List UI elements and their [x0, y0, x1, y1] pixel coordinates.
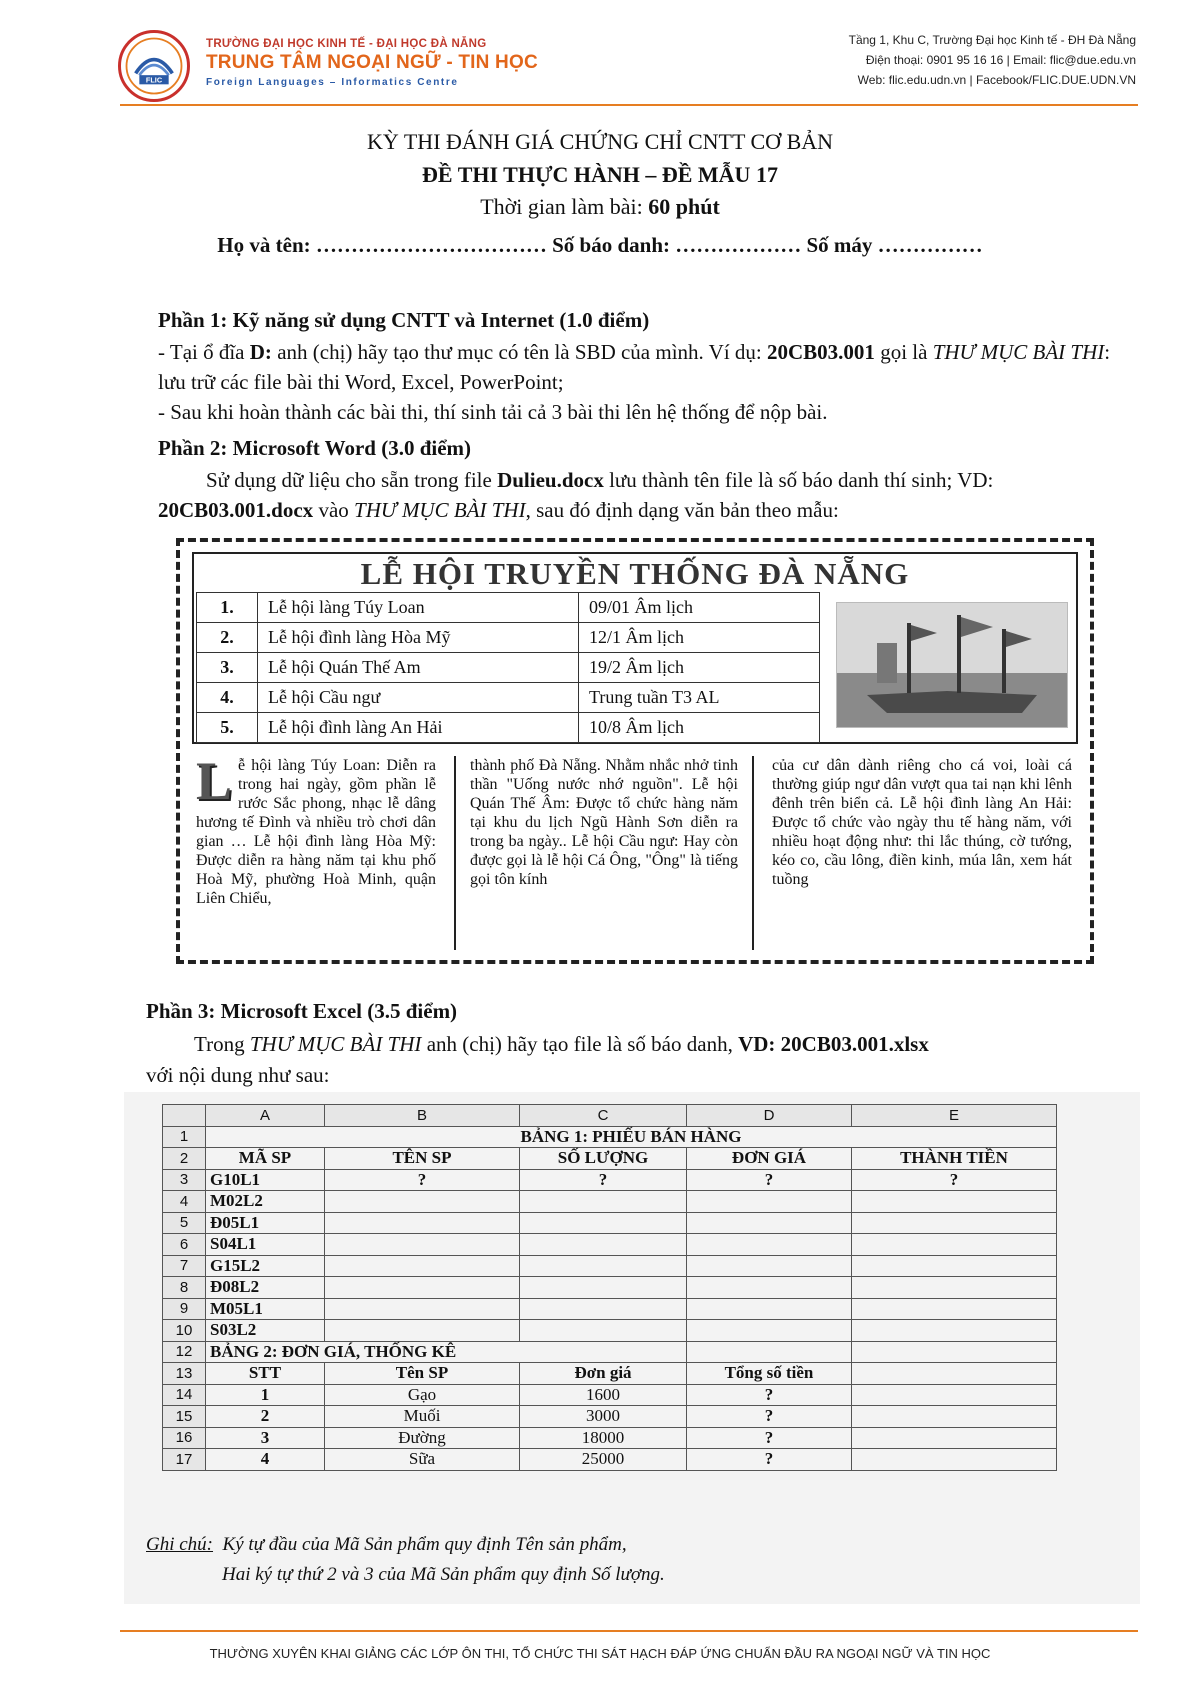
- sheet-row: [163, 1148, 1057, 1170]
- festival-table-title: LỄ HỘI TRUYỀN THỐNG ĐÀ NẴNG: [360, 556, 910, 591]
- part1-heading: Phần 1: Kỹ năng sử dụng CNTT và Internet (1.0 điểm): [158, 308, 650, 332]
- festival-row: [197, 593, 820, 623]
- table2-price[interactable]: 25000: [520, 1449, 687, 1471]
- sheet-row: [163, 1212, 1057, 1234]
- table1-value[interactable]: [325, 1320, 520, 1342]
- flic-logo: [118, 30, 190, 102]
- table1-value[interactable]: [520, 1298, 687, 1320]
- part3-instructions-cont: với nội dung như sau:: [146, 1063, 330, 1087]
- table2-name[interactable]: Sữa: [325, 1449, 520, 1471]
- table1-value[interactable]: [325, 1255, 520, 1277]
- table1-title[interactable]: BẢNG 1: PHIẾU BÁN HÀNG: [206, 1126, 1057, 1148]
- column-separator-1: [454, 756, 456, 950]
- table1-value[interactable]: [520, 1234, 687, 1256]
- table1-value[interactable]: [520, 1320, 687, 1342]
- table1-value[interactable]: [687, 1212, 852, 1234]
- sheet-row: [163, 1255, 1057, 1277]
- product-code[interactable]: S04L1: [206, 1234, 325, 1256]
- row-header[interactable]: 6: [163, 1234, 206, 1256]
- sheet-row: [163, 1320, 1057, 1342]
- sheet-row: [163, 1406, 1057, 1428]
- table1-value[interactable]: [852, 1255, 1057, 1277]
- table2-price[interactable]: 18000: [520, 1427, 687, 1449]
- table1-header[interactable]: THÀNH TIỀN: [852, 1148, 1057, 1170]
- table1-value[interactable]: ?: [852, 1169, 1057, 1191]
- table1-value[interactable]: [852, 1234, 1057, 1256]
- table1-value[interactable]: [687, 1277, 852, 1299]
- sheet-cell[interactable]: [852, 1363, 1057, 1385]
- part1-bullet2: - Sau khi hoàn thành các bài thi, thí sinh tải cả 3 bài thi lên hệ thống để nộp bài.: [158, 400, 828, 424]
- table1-value[interactable]: [325, 1212, 520, 1234]
- article-column-1: Lễ hội làng Túy Loan: Diễn ra trong hai ngày, gồm phần lễ rước Sắc phong, nhạc lễ dâng hương tế Đình và nhiều trò chơi dân gian … Lễ hội đình làng Hòa Mỹ: Được diễn ra hàng năm tại khu phố Hoà Mỹ, phường Hoà Minh, quận Liên Chiểu,: [196, 751, 436, 907]
- festival-number: 5.: [197, 713, 258, 743]
- table1-value[interactable]: [520, 1255, 687, 1277]
- table2-stt[interactable]: 2: [206, 1406, 325, 1428]
- festival-date: 19/2 Âm lịch: [579, 653, 820, 683]
- row-header[interactable]: 9: [163, 1298, 206, 1320]
- row-header[interactable]: 13: [163, 1363, 206, 1385]
- table1-value[interactable]: [325, 1234, 520, 1256]
- product-code[interactable]: M05L1: [206, 1298, 325, 1320]
- sheet-row: [163, 1298, 1057, 1320]
- festival-name: Lễ hội Cầu ngư: [258, 683, 579, 713]
- column-header-d[interactable]: D: [687, 1105, 852, 1127]
- sheet-row: [163, 1449, 1057, 1471]
- part1-bullet1: - Tại ổ đĩa D: anh (chị) hãy tạo thư mục có tên là SBD của mình. Ví dụ: 20CB03.001 gọi là THƯ MỤC BÀI THI: lưu trữ các file bài thi Word, Excel, PowerPoint;: [158, 340, 1111, 394]
- sheet-row: [163, 1169, 1057, 1191]
- footer-text: THƯỜNG XUYÊN KHAI GIẢNG CÁC LỚP ÔN THI, TỔ CHỨC THI SÁT HẠCH ĐÁP ỨNG CHUẨN ĐẦU RA NGOẠI NGỮ VÀ TIN HỌC: [209, 1646, 991, 1661]
- festival-number: 1.: [197, 593, 258, 623]
- product-code[interactable]: G10L1: [206, 1169, 325, 1191]
- table2-stt[interactable]: 1: [206, 1384, 325, 1406]
- table2-stt[interactable]: 4: [206, 1449, 325, 1471]
- sheet-row: [163, 1363, 1057, 1385]
- table1-value[interactable]: [852, 1277, 1057, 1299]
- table2-header[interactable]: Tên SP: [325, 1363, 520, 1385]
- row-header[interactable]: 8: [163, 1277, 206, 1299]
- part3-heading: Phần 3: Microsoft Excel (3.5 điểm): [146, 999, 458, 1023]
- festival-row: [197, 623, 820, 653]
- festival-date: 10/8 Âm lịch: [579, 713, 820, 743]
- table1-value[interactable]: [520, 1212, 687, 1234]
- table2-total[interactable]: ?: [687, 1406, 852, 1428]
- sheet-cell[interactable]: [852, 1384, 1057, 1406]
- exam-time-value: 60 phút: [648, 194, 720, 219]
- table1-value[interactable]: [852, 1191, 1057, 1213]
- festival-name: Lễ hội làng Túy Loan: [258, 593, 579, 623]
- sheet-row: [163, 1191, 1057, 1213]
- row-header[interactable]: 3: [163, 1169, 206, 1191]
- sheet-row: [163, 1384, 1057, 1406]
- festival-name: Lễ hội đình làng Hòa Mỹ: [258, 623, 579, 653]
- table1-value[interactable]: ?: [687, 1169, 852, 1191]
- org-centre-english: Foreign Languages – Informatics Centre: [206, 77, 459, 88]
- contact-address: Tầng 1, Khu C, Trường Đại học Kinh tế - ĐH Đà Nẵng: [848, 33, 1136, 47]
- product-code[interactable]: Đ08L2: [206, 1277, 325, 1299]
- row-header[interactable]: 12: [163, 1341, 206, 1363]
- sheet-row: [163, 1126, 1057, 1148]
- note-line-2: Hai ký tự thứ 2 và 3 của Mã Sản phẩm quy định Số lượng.: [222, 1564, 665, 1585]
- part3-instructions: Trong THƯ MỤC BÀI THI anh (chị) hãy tạo file là số báo danh, VD: 20CB03.001.xlsx: [194, 1032, 929, 1056]
- part2-heading: Phần 2: Microsoft Word (3.0 điểm): [158, 436, 472, 460]
- row-header[interactable]: 15: [163, 1406, 206, 1428]
- table2-header[interactable]: STT: [206, 1363, 325, 1385]
- table1-value[interactable]: [325, 1298, 520, 1320]
- row-header[interactable]: 16: [163, 1427, 206, 1449]
- table1-value[interactable]: [520, 1277, 687, 1299]
- header-divider: [120, 104, 1138, 106]
- sheet-cell[interactable]: [687, 1341, 852, 1363]
- exam-title: KỲ THI ĐÁNH GIÁ CHỨNG CHỈ CNTT CƠ BẢN: [366, 129, 834, 154]
- table1-value[interactable]: [852, 1298, 1057, 1320]
- table1-header[interactable]: MÃ SP: [206, 1148, 325, 1170]
- exam-subtitle: ĐỀ THI THỰC HÀNH – ĐỀ MẪU 17: [422, 162, 778, 187]
- sheet-cell[interactable]: [852, 1427, 1057, 1449]
- note-label: Ghi chú:: [146, 1534, 214, 1555]
- contact-web: Web: flic.edu.udn.vn | Facebook/FLIC.DUE.UDN.VN: [857, 73, 1136, 87]
- drop-cap: L: [196, 751, 233, 811]
- article-column-2: thành phố Đà Nẵng. Nhằm nhắc nhở tinh thần "Uống nước nhớ nguồn". Lễ hội Quán Thế Âm: Được tổ chức hàng năm tại khu du lịch Ngũ Hành Sơn diễn ra trong ba ngày.. Lễ hội Cầu ngư: Hay còn được gọi là lễ hội Cá Ông, "Ông" là tiếng gọi tôn kính: [470, 757, 738, 888]
- product-code[interactable]: S03L2: [206, 1320, 325, 1342]
- org-university: TRƯỜNG ĐẠI HỌC KINH TẾ - ĐẠI HỌC ĐÀ NẴNG: [206, 38, 487, 50]
- table1-value[interactable]: ?: [520, 1169, 687, 1191]
- festival-date: 09/01 Âm lịch: [579, 593, 820, 623]
- product-code[interactable]: Đ05L1: [206, 1212, 325, 1234]
- sheet-row: [163, 1234, 1057, 1256]
- sheet-corner[interactable]: [163, 1105, 206, 1127]
- table1-header[interactable]: TÊN SP: [325, 1148, 520, 1170]
- festival-table: [196, 592, 820, 743]
- festival-row: [197, 653, 820, 683]
- table2-price[interactable]: 1600: [520, 1384, 687, 1406]
- table1-value[interactable]: [852, 1320, 1057, 1342]
- sheet-cell[interactable]: [852, 1341, 1057, 1363]
- table2-total[interactable]: ?: [687, 1449, 852, 1471]
- row-header[interactable]: 2: [163, 1148, 206, 1170]
- table1-header[interactable]: SỐ LƯỢNG: [520, 1148, 687, 1170]
- row-header[interactable]: 10: [163, 1320, 206, 1342]
- footer-divider: [120, 1630, 1138, 1632]
- festival-row: [197, 713, 820, 743]
- excel-sheet: [162, 1104, 1057, 1471]
- festival-row: [197, 683, 820, 713]
- column-header-b[interactable]: B: [325, 1105, 520, 1127]
- festival-number: 2.: [197, 623, 258, 653]
- column-header-row: [163, 1105, 1057, 1127]
- sheet-row: [163, 1427, 1057, 1449]
- part2-instructions: Sử dụng dữ liệu cho sẵn trong file Dulieu.docx lưu thành tên file là số báo danh thí sinh; VD: 20CB03.001.docx vào THƯ MỤC BÀI THI, sau đó định dạng văn bản theo mẫu:: [158, 468, 994, 522]
- festival-name: Lễ hội Quán Thế Am: [258, 653, 579, 683]
- festival-name: Lễ hội đình làng An Hải: [258, 713, 579, 743]
- table2-total[interactable]: ?: [687, 1427, 852, 1449]
- column-header-e[interactable]: E: [852, 1105, 1057, 1127]
- table1-value[interactable]: [687, 1234, 852, 1256]
- product-code[interactable]: M02L2: [206, 1191, 325, 1213]
- row-header[interactable]: 1: [163, 1126, 206, 1148]
- table1-value[interactable]: [687, 1298, 852, 1320]
- table1-value[interactable]: [687, 1255, 852, 1277]
- table2-title[interactable]: BẢNG 2: ĐƠN GIÁ, THỐNG KÊ: [206, 1341, 687, 1363]
- candidate-info-line: Họ và tên: …………………………… Số báo danh: ……………… Số máy ……………: [217, 233, 983, 257]
- row-header[interactable]: 4: [163, 1191, 206, 1213]
- row-header[interactable]: 14: [163, 1384, 206, 1406]
- row-header[interactable]: 5: [163, 1212, 206, 1234]
- logo-text: FLIC: [145, 75, 163, 85]
- sheet-cell[interactable]: [852, 1406, 1057, 1428]
- sheet-row: [163, 1277, 1057, 1299]
- festival-number: 3.: [197, 653, 258, 683]
- contact-block: [849, 30, 1136, 90]
- table2-name[interactable]: Gạo: [325, 1384, 520, 1406]
- table1-value[interactable]: [520, 1191, 687, 1213]
- table2-name[interactable]: Đường: [325, 1427, 520, 1449]
- table1-value[interactable]: [687, 1320, 852, 1342]
- table2-header[interactable]: Tổng số tiền: [687, 1363, 852, 1385]
- column-separator-2: [752, 756, 754, 950]
- table2-price[interactable]: 3000: [520, 1406, 687, 1428]
- sheet-row: [163, 1341, 1057, 1363]
- table1-value[interactable]: [325, 1191, 520, 1213]
- table1-value[interactable]: [687, 1191, 852, 1213]
- table2-total[interactable]: ?: [687, 1384, 852, 1406]
- table2-header[interactable]: Đơn giá: [520, 1363, 687, 1385]
- table1-value[interactable]: [852, 1212, 1057, 1234]
- sheet-cell[interactable]: [852, 1449, 1057, 1471]
- article-column-3: của cư dân dành riêng cho cá voi, loài cá thường giúp ngư dân vượt qua tai nạn khi lênh đênh trên biển cả. Lễ hội đình làng An Hải: Được tổ chức vào ngày thu tế hàng năm, với nhiều hoạt động như: thi lắc thúng, cờ tướng, kéo co, cầu lông, điền kinh, múa lân, xem hát tuồng: [772, 757, 1072, 888]
- festival-date: 12/1 Âm lịch: [579, 623, 820, 653]
- table2-name[interactable]: Muối: [325, 1406, 520, 1428]
- exam-time: Thời gian làm bài: 60 phút: [480, 194, 720, 219]
- table1-value[interactable]: [325, 1277, 520, 1299]
- row-header[interactable]: 17: [163, 1449, 206, 1471]
- table1-header[interactable]: ĐƠN GIÁ: [687, 1148, 852, 1170]
- festival-number: 4.: [197, 683, 258, 713]
- product-code[interactable]: G15L2: [206, 1255, 325, 1277]
- table2-stt[interactable]: 3: [206, 1427, 325, 1449]
- column-header-c[interactable]: C: [520, 1105, 687, 1127]
- note-line-1: Ghi chú: Ký tự đầu của Mã Sản phẩm quy định Tên sản phẩm,: [146, 1534, 627, 1555]
- table1-value[interactable]: ?: [325, 1169, 520, 1191]
- row-header[interactable]: 7: [163, 1255, 206, 1277]
- contact-phone-email: Điện thoại: 0901 95 16 16 | Email: flic@due.edu.vn: [865, 53, 1136, 67]
- org-centre-name: TRUNG TÂM NGOẠI NGỮ - TIN HỌC: [206, 52, 538, 73]
- column-header-a[interactable]: A: [206, 1105, 325, 1127]
- festival-date: Trung tuần T3 AL: [579, 683, 820, 713]
- festival-picture: [836, 602, 1068, 728]
